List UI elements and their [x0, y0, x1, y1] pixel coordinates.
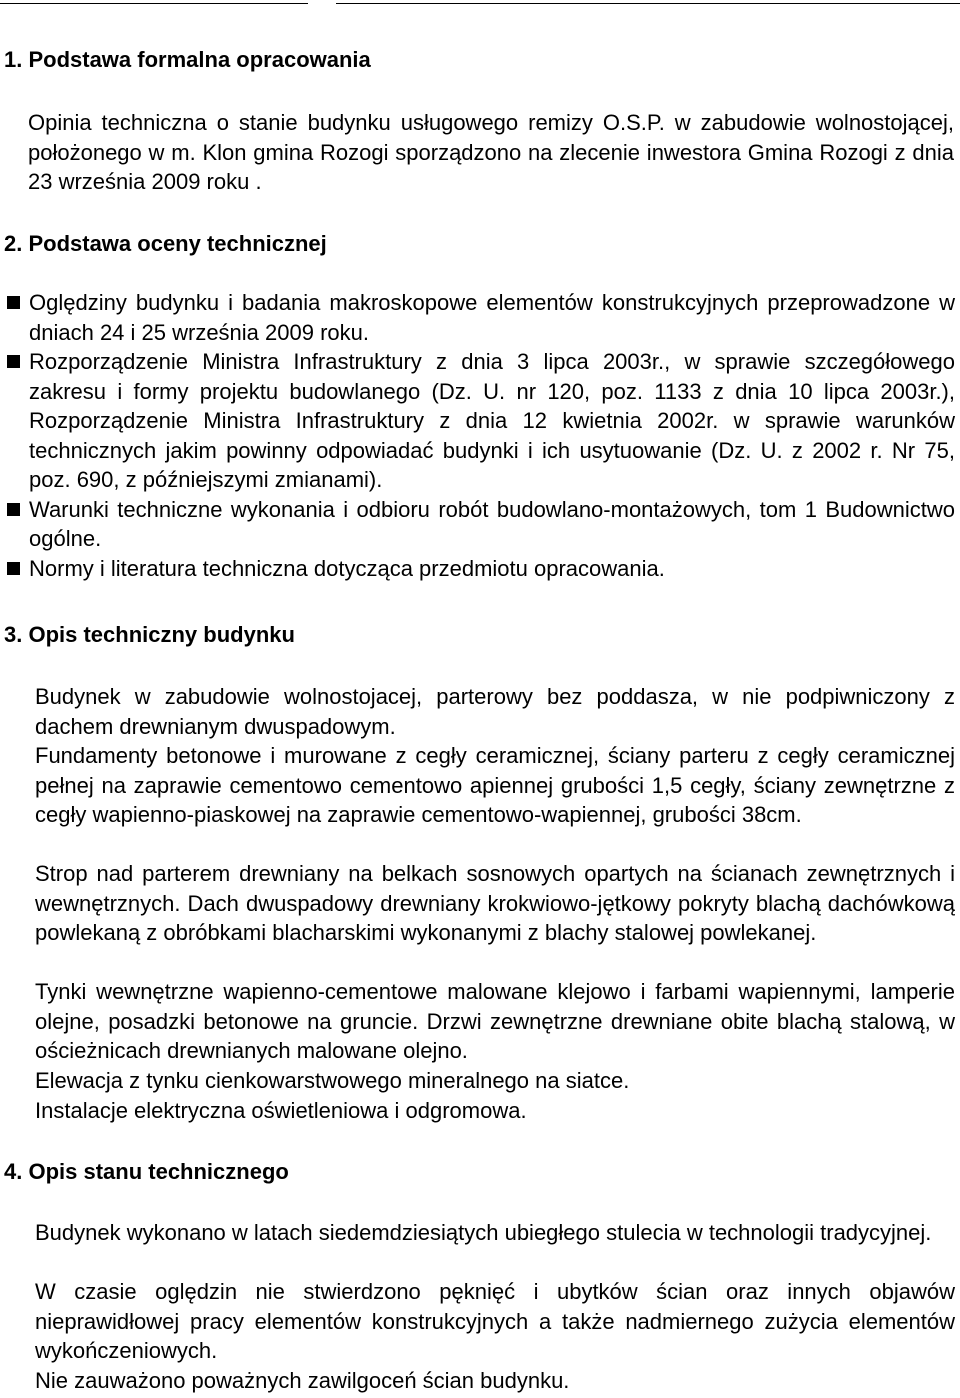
- header-rule: [0, 0, 960, 10]
- section-3-paragraph: Tynki wewnętrzne wapienno-cementowe malowane klejowo i farbami wapiennymi, lamperie olejne, posadzki betonowe na gruncie. Drzwi zewnętrzne drewniane obite blachą stalową, w ościeżnicach drewnianych malowane olejno.: [35, 979, 955, 1063]
- bullet-square-icon: [7, 562, 20, 575]
- bullet-text: Rozporządzenie Ministra Infrastruktury z dnia 3 lipca 2003r., w sprawie szczegółowego zakresu i formy projektu budowlanego (Dz. U. nr 120, poz. 1133 z dnia 10 lipca 2003r.), Rozporządzenie Ministra Infrastruktury z dnia 12 kwietnia 2002r. w sprawie warunków technicznych jakim powinny odpowiadać budynki i ich usytuowanie (Dz. U. z 2002 r. Nr 75, poz. 690, z późniejszymi zmianami).: [29, 349, 955, 492]
- section-1-paragraph: Opinia techniczna o stanie budynku usługowego remizy O.S.P. w zabudowie wolnostojącej, położonego w m. Klon gmina Rozogi sporządzono na zlecenie inwestora Gmina Rozogi z dnia 23 września 2009 roku .: [28, 110, 954, 194]
- section-1-heading: 1. Podstawa formalna opracowania: [4, 47, 371, 72]
- section-4-paragraph: W czasie oględzin nie stwierdzono pęknięć i ubytków ścian oraz innych objawów nieprawidłowej pracy elementów konstrukcyjnych a także nadmiernego zużycia elementów wykończeniowych.: [35, 1279, 955, 1363]
- bullet-item: [7, 288, 955, 347]
- section-3-heading: 3. Opis techniczny budynku: [4, 622, 295, 647]
- bullet-item: [7, 347, 955, 495]
- bullet-item: [7, 495, 955, 554]
- bullet-square-icon: [7, 503, 20, 516]
- section-4-paragraph: Nie zauważono poważnych zawilgoceń ścian budynku.: [35, 1368, 570, 1393]
- bullet-item: [7, 554, 955, 584]
- section-3-paragraph: Fundamenty betonowe i murowane z cegły ceramicznej, ściany parteru z cegły ceramicznej pełnej na zaprawie cementowo cementowo apiennej grubości 1,5 cegły, ściany zewnętrzne z cegły wapienno-piaskowej na zaprawie cementowo-wapiennej, grubości 38cm.: [35, 743, 955, 827]
- section-3-paragraph: Strop nad parterem drewniany na belkach sosnowych opartych na ścianach zewnętrznych i wewnętrznych. Dach dwuspadowy drewniany krokwiowo-jętkowy pokryty blachą dachówkową powlekaną z obróbkami blacharskimi wykonanymi z blachy stalowej powlekanej.: [35, 861, 955, 945]
- section-4-paragraph: Budynek wykonano w latach siedemdziesiątych ubiegłego stulecia w technologii tradycyjnej.: [35, 1220, 932, 1245]
- section-2-heading: 2. Podstawa oceny technicznej: [4, 231, 327, 256]
- header-rule-right: [336, 3, 960, 4]
- bullet-square-icon: [7, 296, 20, 309]
- section-4-heading: 4. Opis stanu technicznego: [4, 1159, 289, 1184]
- section-3-paragraph: Budynek w zabudowie wolnostojacej, parterowy bez poddasza, w nie podpiwniczony z dachem drewnianym dwuspadowym.: [35, 684, 955, 739]
- section-2-bullet-list: [7, 288, 955, 583]
- bullet-text: Normy i literatura techniczna dotycząca przedmiotu opracowania.: [29, 555, 665, 581]
- bullet-square-icon: [7, 355, 20, 368]
- section-3-paragraph: Instalacje elektryczna oświetleniowa i odgromowa.: [35, 1098, 527, 1123]
- header-rule-left: [0, 3, 308, 4]
- section-3-paragraph: Elewacja z tynku cienkowarstwowego mineralnego na siatce.: [35, 1068, 630, 1093]
- bullet-text: Oględziny budynku i badania makroskopowe elementów konstrukcyjnych przeprowadzone w dniach 24 i 25 września 2009 roku.: [29, 290, 955, 345]
- bullet-text: Warunki techniczne wykonania i odbioru robót budowlano-montażowych, tom 1 Budownictwo ogólne.: [29, 496, 955, 551]
